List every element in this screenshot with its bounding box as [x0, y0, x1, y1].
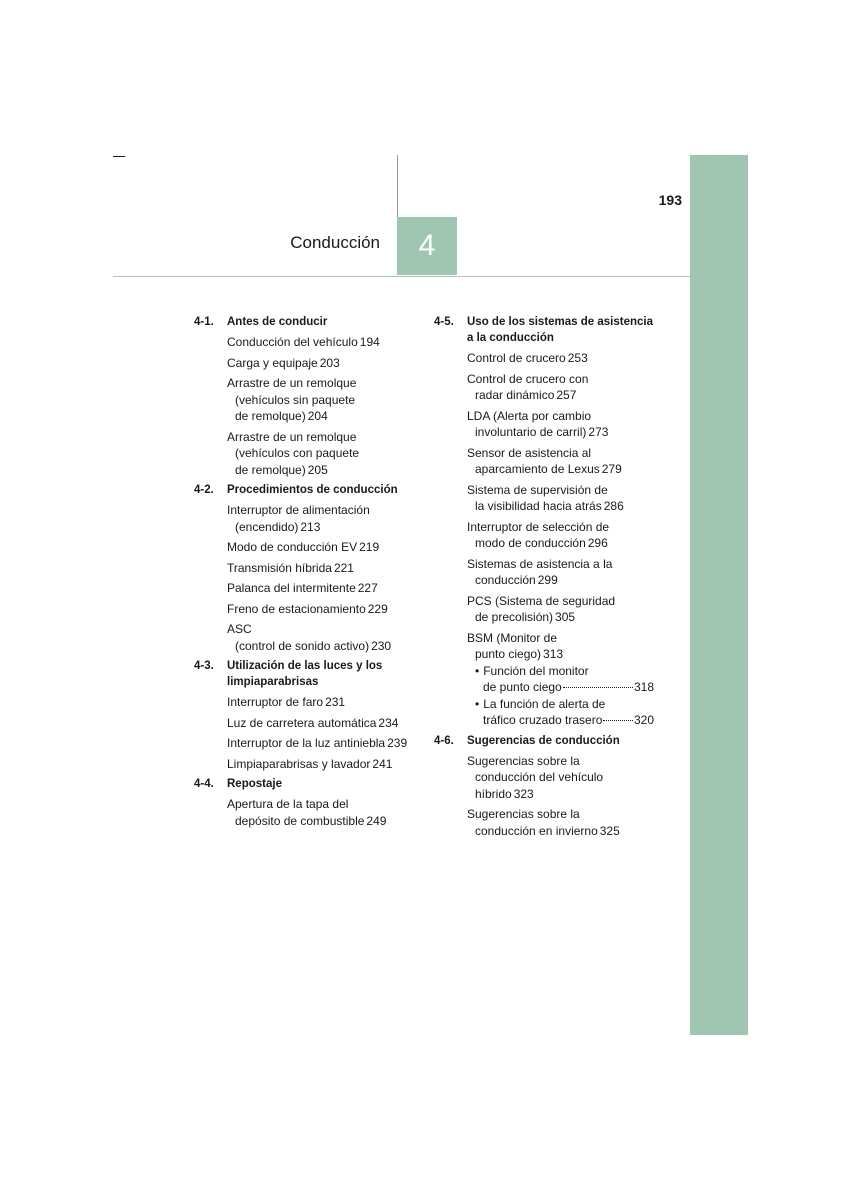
sub-entry-last-line — [475, 712, 654, 729]
toc-entry[interactable] — [467, 556, 654, 589]
toc-entry-text: tráfico cruzado trasero — [483, 713, 603, 727]
toc-entry-text: la visibilidad hacia atrás — [475, 499, 602, 513]
toc-entry-text: conducción — [475, 573, 536, 587]
dot-leader — [603, 720, 633, 721]
toc-entry[interactable] — [227, 580, 414, 597]
toc-page-number: 279 — [601, 462, 622, 476]
toc-sub-entry[interactable] — [475, 696, 654, 729]
toc-entry-text: (vehículos con paquete — [235, 446, 360, 460]
toc-entry-last-line — [467, 823, 654, 840]
toc-entry[interactable] — [227, 355, 414, 372]
toc-entry-text: LDA (Alerta por cambio — [467, 408, 592, 423]
toc-entry[interactable] — [467, 753, 654, 803]
toc-entry-last-line — [227, 813, 414, 830]
toc-entry[interactable] — [227, 375, 414, 425]
toc-page-number: 286 — [603, 499, 624, 513]
toc-section-title: Uso de los sistemas de asistencia a la conducción — [467, 316, 654, 344]
toc-entry-text: híbrido — [475, 786, 512, 801]
toc-entry[interactable] — [227, 715, 414, 732]
toc-entry-text: Interruptor de faro — [227, 695, 324, 709]
toc-entry-text: • Función del monitor — [475, 663, 654, 680]
toc-entry-last-line — [467, 350, 654, 367]
toc-section — [194, 482, 414, 654]
toc-entry-text: Carga y equipaje — [227, 355, 318, 370]
toc-entry-text: Control de crucero con — [467, 371, 589, 386]
toc-page-number: 313 — [543, 647, 564, 661]
chapter-number-box — [397, 217, 457, 275]
toc-entry-text: de precolisión) — [475, 610, 554, 624]
toc-section-number: 4-4. — [194, 778, 214, 790]
toc-entry-text: • La función de alerta de — [475, 696, 654, 713]
toc-page-number: 253 — [567, 351, 588, 365]
toc-entry[interactable] — [467, 350, 654, 367]
toc-entry[interactable] — [467, 630, 654, 729]
toc-entry-last-line — [467, 786, 654, 803]
toc-page-number: 234 — [378, 715, 399, 730]
toc-entry[interactable] — [227, 502, 414, 535]
toc-entry-last-line — [227, 334, 414, 351]
toc-section-title: Repostaje — [227, 778, 282, 790]
page-number: 193 — [658, 192, 682, 208]
toc-entry-text: (control de sonido activo) — [235, 638, 370, 653]
toc-entry[interactable] — [227, 601, 414, 618]
toc-section-title: Antes de conducir — [227, 316, 328, 328]
toc-section-heading[interactable] — [194, 482, 414, 498]
toc-entry-text: PCS (Sistema de seguridad — [467, 593, 616, 608]
chapter-number: 4 — [418, 229, 436, 262]
toc-entry-last-line — [467, 387, 654, 404]
toc-entry[interactable] — [467, 371, 654, 404]
toc-entry-last-line — [227, 694, 414, 711]
toc-entry-last-line — [227, 560, 414, 577]
toc-entry[interactable] — [467, 519, 654, 552]
toc-entry[interactable] — [467, 482, 654, 515]
toc-section-heading[interactable] — [194, 314, 414, 330]
toc-entry-text: Transmisión híbrida — [227, 560, 332, 575]
toc-page-number: 299 — [537, 573, 558, 587]
toc-entry-last-line — [227, 638, 414, 655]
toc-section — [434, 733, 654, 840]
divider-vertical — [397, 155, 398, 217]
toc-entry-text: (encendido) — [235, 519, 299, 534]
toc-page-number: 194 — [359, 335, 380, 349]
toc-entry-text: Arrastre de un remolque — [227, 376, 357, 390]
toc-entry-text: involuntario de carril) — [475, 425, 587, 439]
toc-entry[interactable] — [227, 756, 414, 773]
toc-entry-text: Sistemas de asistencia a la — [467, 556, 613, 571]
toc-entry-text: Freno de estacionamiento — [227, 601, 366, 616]
toc-entry-text: Sugerencias sobre la — [467, 807, 580, 821]
toc-entry-text: depósito de combustible — [235, 813, 365, 828]
sub-entry-last-line — [475, 679, 654, 696]
toc-page-number: 213 — [300, 519, 321, 534]
toc-entry-text: Modo de conducción EV — [227, 540, 358, 554]
toc-section — [194, 776, 414, 829]
toc-page-number: 320 — [633, 713, 654, 727]
toc-entry-text: Interruptor de alimentación — [227, 503, 370, 517]
toc-section-number: 4-5. — [434, 316, 454, 328]
toc-entry[interactable] — [227, 429, 414, 479]
toc-entry-last-line — [467, 498, 654, 515]
dot-leader — [563, 687, 633, 688]
toc-sub-entry[interactable] — [475, 663, 654, 696]
chapter-side-tab — [690, 155, 748, 1035]
toc-entry-last-line — [227, 355, 414, 372]
toc-entry-text: Sistema de supervisión de — [467, 482, 608, 497]
toc-entry-text: Sensor de asistencia al — [467, 445, 592, 460]
toc-entry-last-line — [227, 519, 414, 536]
toc-entry-text: conducción del vehículo — [475, 770, 604, 784]
toc-entry-text: de punto ciego — [483, 680, 562, 694]
toc-page-number: 203 — [319, 355, 340, 370]
toc-entry[interactable] — [467, 445, 654, 478]
toc-entry-text: conducción en invierno — [475, 823, 598, 838]
toc-entry[interactable] — [227, 539, 414, 556]
toc-entry-text: (vehículos sin paquete — [235, 392, 356, 407]
toc-section-heading[interactable] — [194, 658, 414, 690]
toc-page-number: 305 — [555, 610, 576, 624]
toc-section-heading[interactable] — [434, 733, 654, 749]
toc-entry-text: modo de conducción — [475, 536, 586, 550]
toc-entry[interactable] — [467, 593, 654, 626]
toc-page-number: 230 — [371, 638, 392, 653]
toc-entry-text: Luz de carretera automática — [227, 715, 377, 730]
toc-page-number: 249 — [366, 813, 387, 828]
toc-entry-last-line — [467, 461, 654, 478]
toc-entry[interactable] — [227, 694, 414, 711]
toc-section-number: 4-2. — [194, 484, 214, 496]
toc-page-number: 239 — [387, 736, 408, 750]
toc-section-heading[interactable] — [434, 314, 654, 346]
toc-page-number: 241 — [372, 756, 393, 771]
toc-page-number: 205 — [307, 462, 328, 477]
toc-entry-text: ASC — [227, 622, 252, 636]
toc-entry[interactable] — [227, 735, 414, 752]
toc-entry-text: Arrastre de un remolque — [227, 429, 357, 444]
toc-page-number: 229 — [367, 601, 388, 616]
toc-entry-text: de remolque) — [235, 462, 306, 477]
toc-entry-text: Limpiaparabrisas y lavador — [227, 756, 371, 771]
crop-mark-top-left — [113, 156, 125, 157]
toc-entry-last-line — [467, 535, 654, 552]
toc-entry-text: Interruptor de la luz antiniebla — [227, 736, 386, 750]
toc-right-column — [434, 314, 654, 843]
toc-entry-text: Palanca del intermitente — [227, 581, 356, 595]
toc-page-number: 323 — [513, 786, 534, 801]
toc-entry[interactable] — [227, 334, 414, 351]
toc-entry[interactable] — [467, 408, 654, 441]
toc-section-number: 4-1. — [194, 316, 214, 328]
toc-entry-last-line — [467, 424, 654, 441]
toc-entry-text: Interruptor de selección de — [467, 519, 610, 534]
toc-page-number: 318 — [633, 680, 654, 694]
toc-entry[interactable] — [227, 621, 414, 654]
toc-page-number: 257 — [556, 388, 577, 402]
toc-entry-text: aparcamiento de Lexus — [475, 462, 600, 476]
toc-entry-text: Apertura de la tapa del — [227, 797, 349, 811]
toc-entry-last-line — [227, 580, 414, 597]
toc-entry-text: Control de crucero — [467, 351, 566, 365]
toc-entry-last-line — [467, 609, 654, 626]
toc-entry-text: radar dinámico — [475, 388, 555, 402]
toc-section-number: 4-6. — [434, 734, 454, 747]
toc-section — [434, 314, 654, 729]
toc-entry-last-line — [467, 646, 654, 663]
toc-page-number: 325 — [599, 823, 620, 838]
toc-entry-text: Sugerencias sobre la — [467, 753, 580, 768]
toc-entry-text: Conducción del vehículo — [227, 335, 358, 349]
toc-page-number: 231 — [325, 695, 346, 709]
toc-section-title: Utilización de las luces y los limpiaparabrisas — [227, 660, 383, 688]
toc-entry-text: de remolque) — [235, 409, 306, 423]
toc-entry-last-line — [227, 462, 414, 479]
toc-page-number: 273 — [588, 425, 609, 439]
toc-section — [194, 314, 414, 478]
toc-entry-last-line — [227, 715, 414, 732]
toc-entry-last-line — [227, 601, 414, 618]
toc-page-number: 296 — [587, 536, 608, 550]
toc-entry[interactable] — [227, 796, 414, 829]
toc-section-title: Procedimientos de conducción — [227, 484, 398, 496]
toc-page-number: 204 — [307, 409, 328, 423]
toc-entry-last-line — [227, 539, 414, 556]
toc-section — [194, 658, 414, 772]
toc-left-column — [194, 314, 414, 833]
toc-entry-last-line — [227, 408, 414, 425]
toc-entry[interactable] — [227, 560, 414, 577]
chapter-title: Conducción — [290, 233, 380, 252]
toc-entry-last-line — [227, 756, 414, 773]
toc-section-heading[interactable] — [194, 776, 414, 792]
toc-entry-last-line — [227, 735, 414, 752]
toc-page-number: 227 — [357, 581, 378, 595]
toc-section-title: Sugerencias de conducción — [467, 734, 620, 747]
toc-section-number: 4-3. — [194, 660, 214, 672]
header-rule — [113, 276, 690, 277]
toc-entry-text: BSM (Monitor de — [467, 630, 558, 645]
toc-entry[interactable] — [467, 806, 654, 839]
toc-page-number: 221 — [333, 560, 354, 575]
toc-page-number: 219 — [359, 540, 380, 554]
toc-entry-last-line — [467, 572, 654, 589]
toc-entry-text: punto ciego) — [475, 647, 542, 661]
